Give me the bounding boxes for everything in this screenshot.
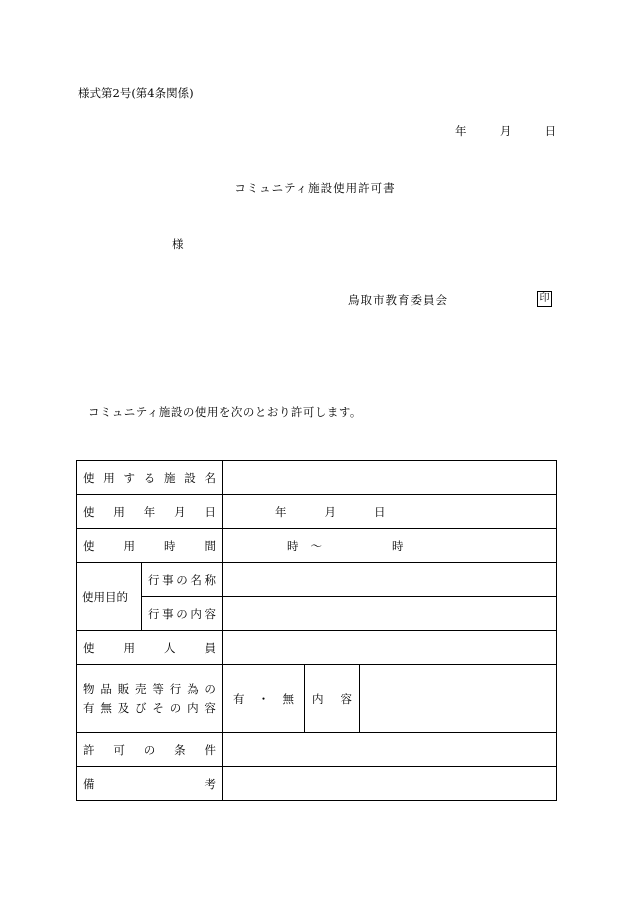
label-purpose: 使用目的 [77, 563, 142, 631]
label-event-name: 行 事 の 名 称 [142, 563, 223, 597]
date-year-label: 年 [455, 124, 467, 138]
row-users [77, 631, 557, 665]
issuer-name: 鳥取市教育委員会 [348, 293, 448, 307]
addressee-suffix: 様 [172, 237, 184, 251]
label-conditions: 許 可 の 条 件 [77, 733, 223, 767]
use-time-tilde: ～ [310, 538, 322, 553]
label-facility-name: 使 用 す る 施 設 名 [77, 461, 223, 495]
document-title: コミュニティ施設使用許可書 [234, 181, 396, 195]
field-event-name[interactable] [223, 563, 557, 597]
row-facility-name [77, 461, 557, 495]
row-remarks [77, 767, 557, 801]
row-conditions [77, 733, 557, 767]
field-remarks[interactable] [223, 767, 557, 801]
permit-table [76, 460, 557, 801]
form-number: 様式第2号(第4条関係) [78, 86, 194, 100]
date-month-label: 月 [499, 124, 512, 138]
seal-mark: 印 [537, 291, 552, 307]
field-users[interactable] [223, 631, 557, 665]
issue-date [455, 123, 556, 139]
label-event-content: 行 事 の 内 容 [142, 597, 223, 631]
use-date-day: 日 [374, 504, 386, 519]
field-sales-content[interactable] [360, 665, 556, 732]
use-time-to: 時 [392, 538, 404, 553]
intro-text: コミュニティ施設の使用を次のとおり許可します。 [88, 405, 362, 419]
field-sales [223, 665, 557, 733]
label-use-time: 使 用 時 間 [77, 529, 223, 563]
sales-yes-no[interactable]: 有 ・ 無 [223, 665, 305, 732]
row-sales [77, 665, 557, 733]
use-date-year: 年 [275, 504, 287, 519]
label-users: 使 用 人 員 [77, 631, 223, 665]
field-use-date[interactable] [223, 495, 557, 529]
label-sales: 物 品 販 売 等 行 為 の 有 無 及 び そ の 内 容 [77, 665, 223, 733]
row-event-name [77, 563, 557, 597]
use-date-month: 月 [324, 504, 336, 519]
field-event-content[interactable] [223, 597, 557, 631]
field-facility-name[interactable] [223, 461, 557, 495]
row-event-content [77, 597, 557, 631]
sales-content-label: 内 容 [305, 665, 360, 732]
label-use-date: 使 用 年 月 日 [77, 495, 223, 529]
date-day-label: 日 [544, 124, 557, 138]
row-use-date [77, 495, 557, 529]
use-time-from: 時 [287, 538, 299, 553]
row-use-time [77, 529, 557, 563]
field-use-time[interactable] [223, 529, 557, 563]
label-remarks: 備 考 [77, 767, 223, 801]
field-conditions[interactable] [223, 733, 557, 767]
